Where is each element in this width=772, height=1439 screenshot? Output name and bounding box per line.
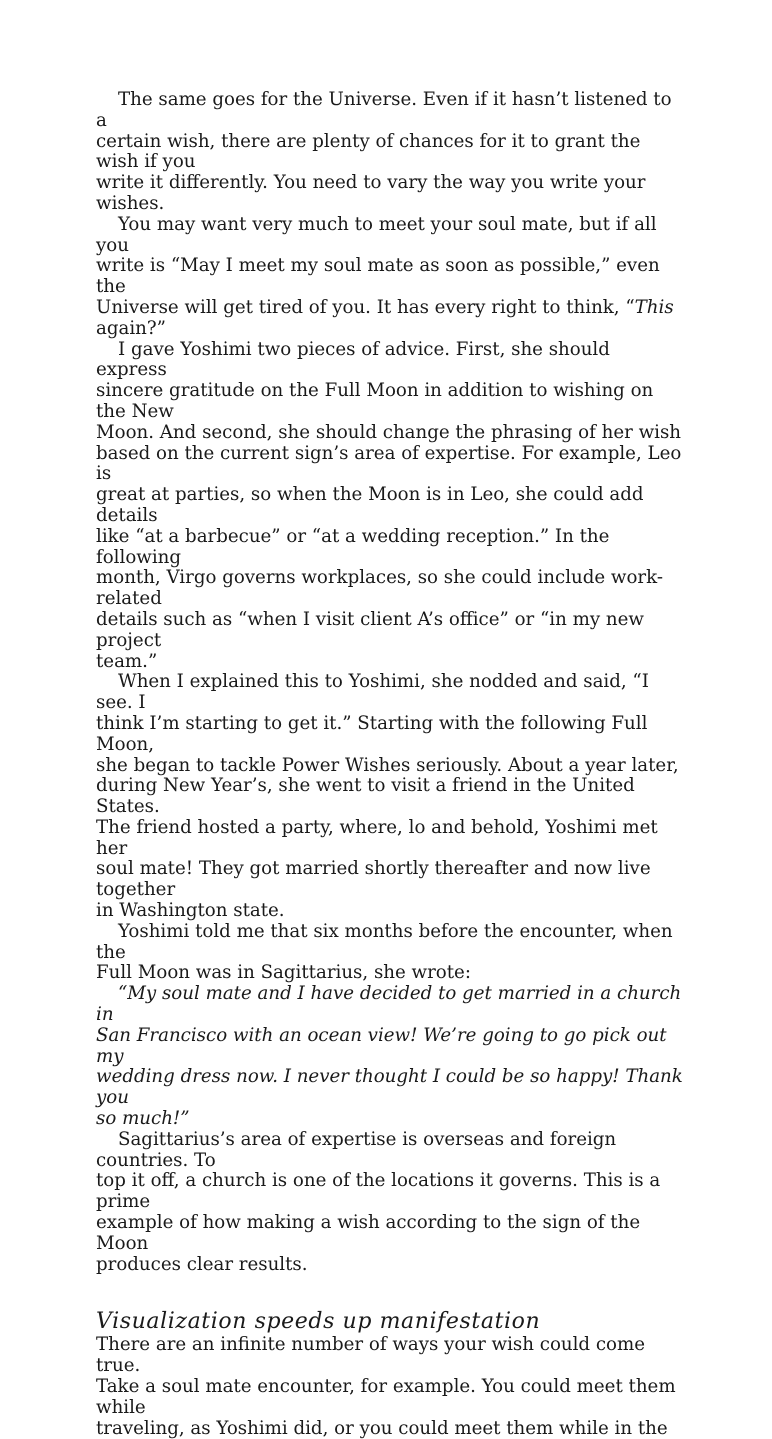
paragraph-six-months: Yoshimi told me that six months before the encounter, when the Full Moon was in Sagittarius, she wrote: <box>96 920 673 984</box>
wish-quote: “My soul mate and I have decided to get married in a church in San Francisco with an ocean view! We’re going to go pick out my wedding dress now. I never thought I could be so happy! Thank you so much!” <box>96 983 683 1130</box>
paragraph-universe: The same goes for the Universe. Even if it hasn’t listened to a certain wish, there are plenty of chances for it to grant the wish if you write it differently. You need to vary the way you write your wishes. <box>96 89 672 214</box>
paragraph-sagittarius: Sagittarius’s area of expertise is overseas and foreign countries. To top it off, a church is one of the locations it governs. This is a prime example of how making a wish according to the sign of the Moon produces clear results. <box>96 1128 661 1275</box>
section-heading: Visualization speeds up manifestation <box>96 1309 541 1335</box>
paragraph-soul-mate <box>96 215 686 340</box>
paragraph-explained: When I explained this to Yoshimi, she nodded and said, “I see. I think I’m starting to get it.” Starting with the following Full Moon, she began to tackle Power Wishes seriously. About a year later, during New Year’s, she went to visit a friend in the United States. The friend hosted a party, where, lo and behold, Yoshimi met her soul mate! They got married shortly thereafter and now live together in Washington state. <box>96 671 679 922</box>
book-page <box>96 90 686 1439</box>
emphasis-this: This <box>634 296 674 318</box>
paragraph-soul-mate-text: You may want very much to meet your soul mate, but if all you write is “May I meet my soul mate as soon as possible,” even the Universe will get tired of you. It has every right to think, “ <box>96 213 660 318</box>
paragraph-advice: I gave Yoshimi two pieces of advice. First, she should express sincere gratitude on the Full Moon in addition to wishing on the New Moon. And second, she should change the phrasing of her wish based on the current sign’s area of expertise. For example, Leo is great at parties, so when the Moon is in Leo, she could add details like “at a barbecue” or “at a wedding reception.” In the following month, Virgo governs workplaces, so she could include work-related details such as “when I visit client A’s office” or “in my new project team.” <box>96 338 682 672</box>
paragraph-soul-mate-tail: again?” <box>96 317 166 339</box>
paragraph-infinite-ways: There are an infinite number of ways your wish could come true. Take a soul mate encounter, for example. You could meet them while traveling, as Yoshimi did, or you could meet them while in the <box>96 1334 676 1439</box>
